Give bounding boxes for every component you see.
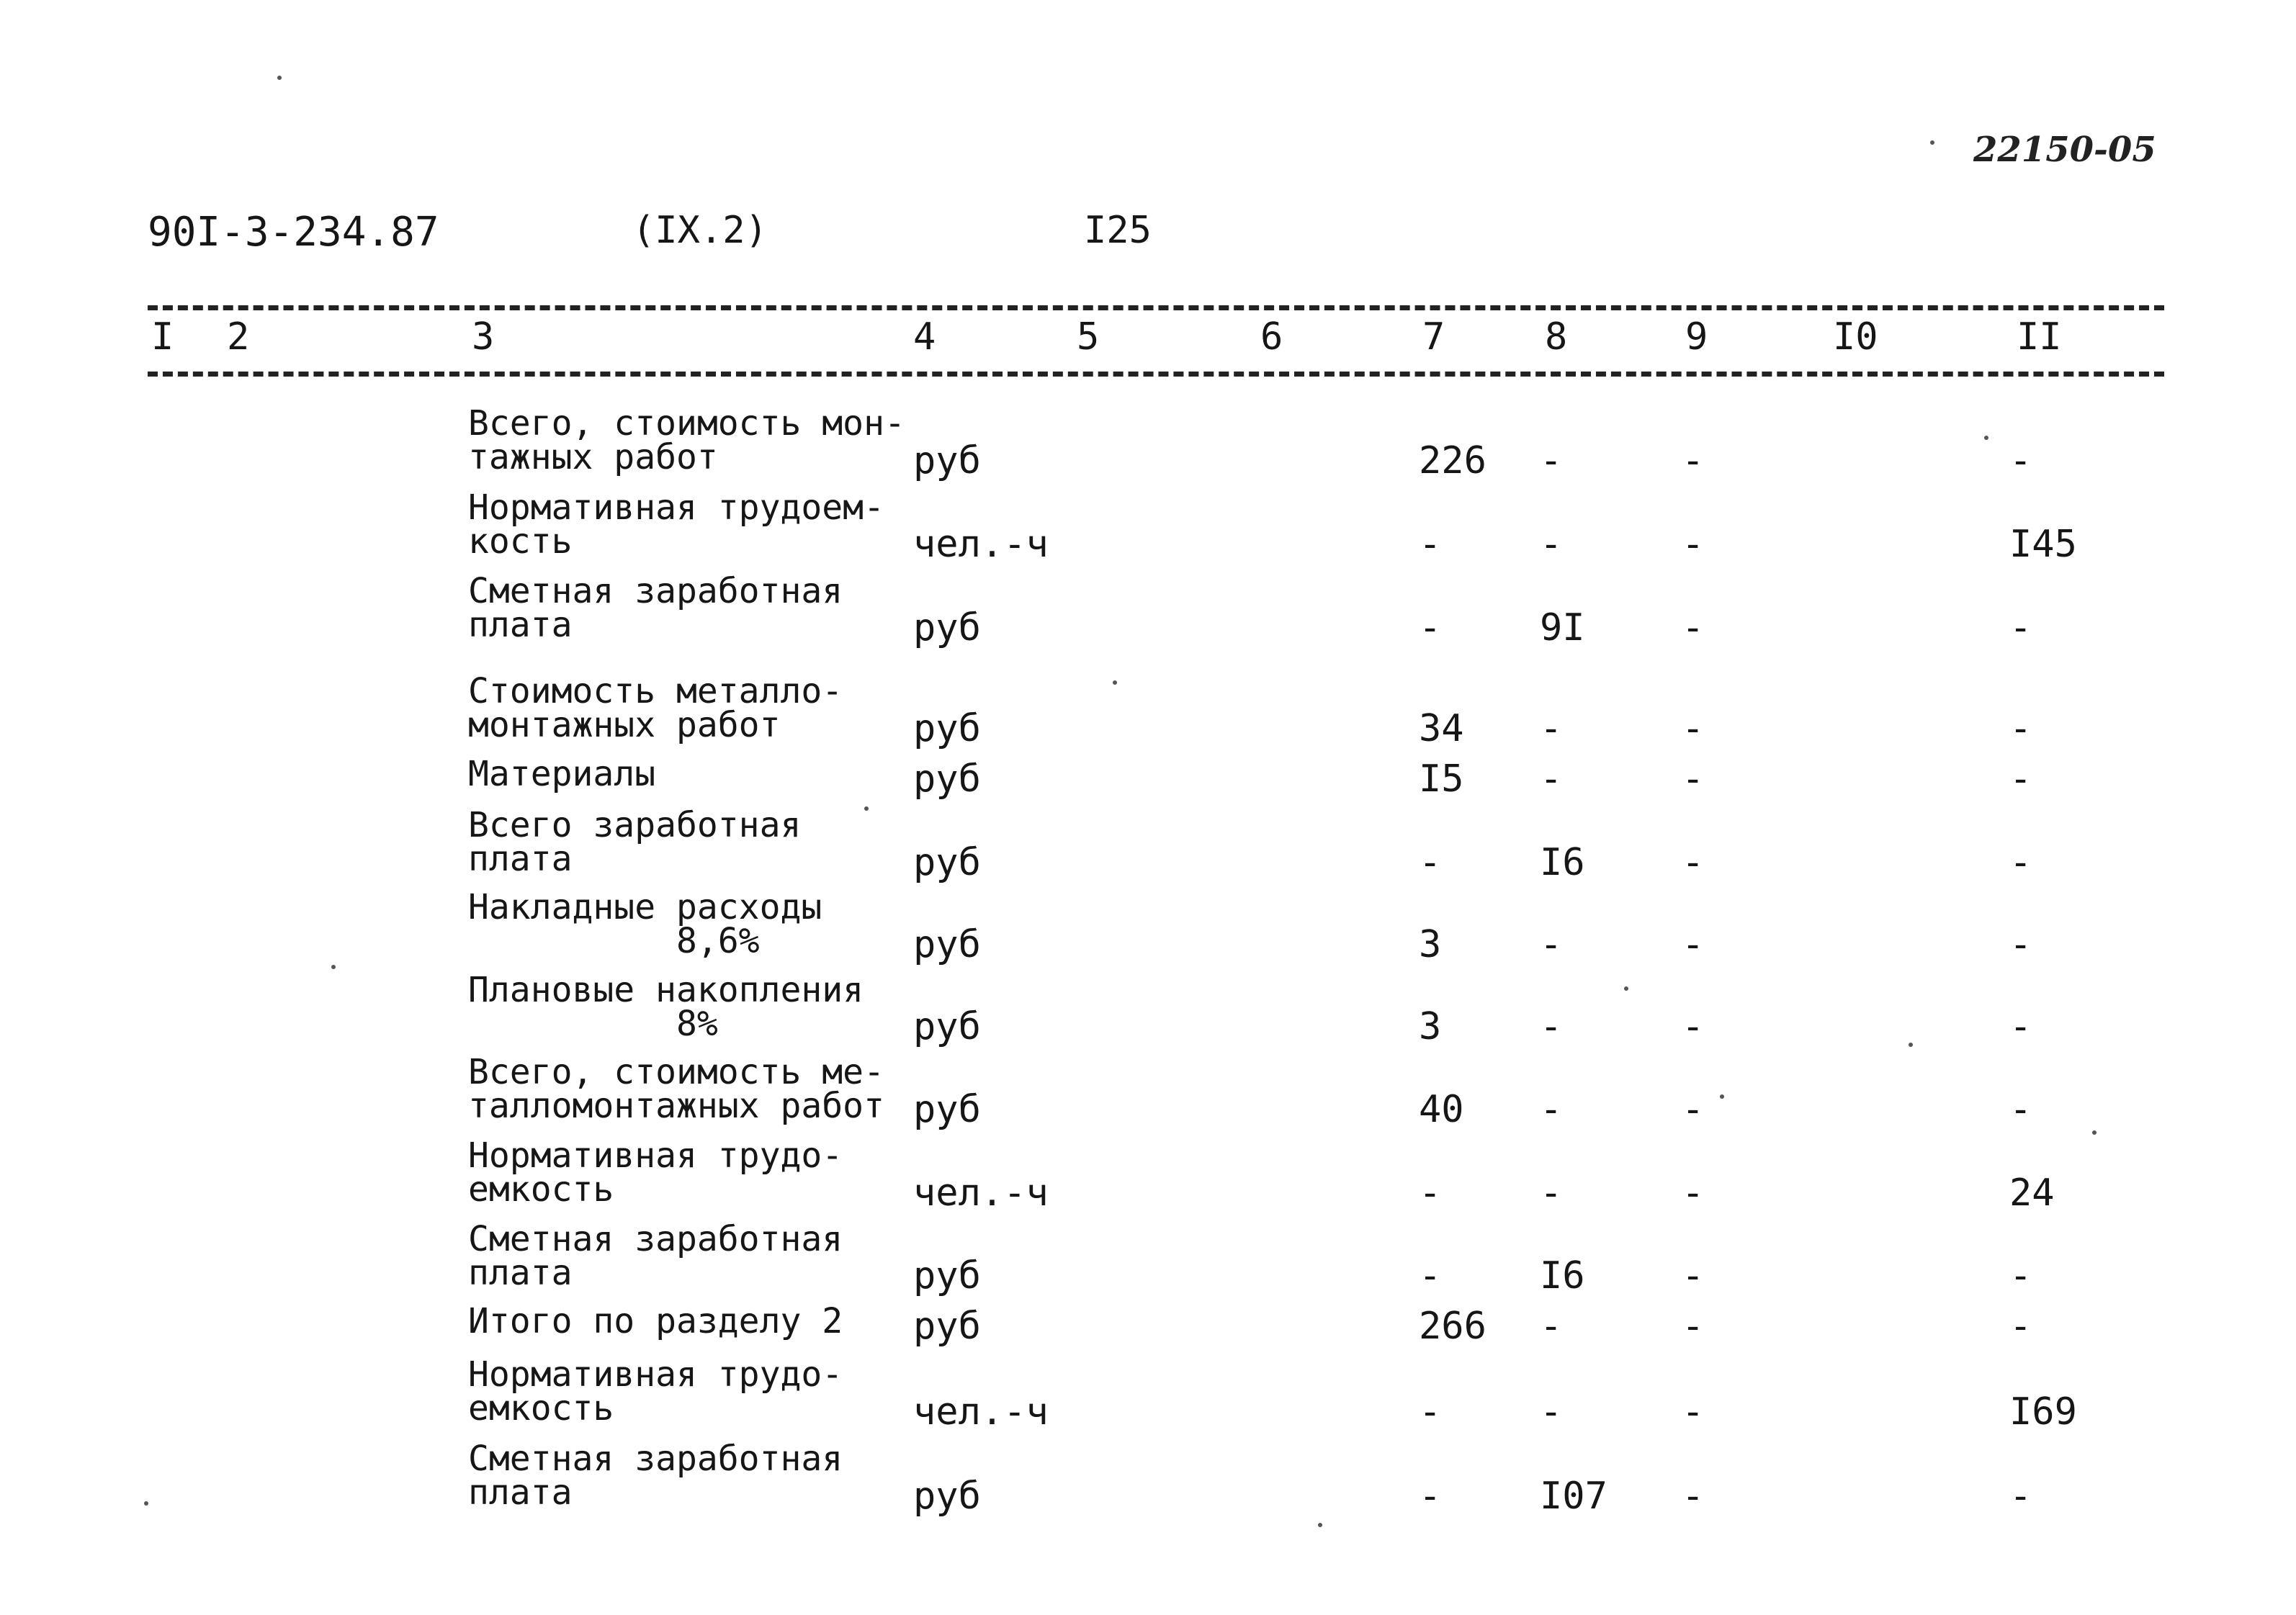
row-value-col9: -	[1682, 1005, 1705, 1048]
row-value-col8: -	[1540, 1305, 1563, 1348]
row-value-col7: 226	[1419, 439, 1486, 482]
row-label: Всего, стоимость ме- талломонтажных работ	[468, 1052, 884, 1126]
column-number-6: 6	[1260, 315, 1283, 359]
row-label: Итого по разделу 2	[468, 1301, 843, 1341]
row-unit: руб	[913, 757, 981, 801]
scan-speck	[2092, 1130, 2097, 1135]
scan-speck	[864, 806, 869, 811]
row-value-col11: -	[2009, 1475, 2032, 1518]
row-value-col7: -	[1419, 1475, 1442, 1518]
row-value-col9: -	[1682, 757, 1705, 801]
row-unit: руб	[913, 1005, 981, 1048]
row-value-col11: -	[2009, 923, 2032, 966]
scan-speck	[144, 1501, 148, 1506]
row-value-col7: -	[1419, 841, 1442, 884]
row-value-col8: -	[1540, 523, 1563, 566]
row-value-col8: 9I	[1540, 606, 1585, 649]
row-unit: руб	[913, 841, 981, 884]
row-value-col8: -	[1540, 1088, 1563, 1131]
row-value-col9: -	[1682, 523, 1705, 566]
row-value-col7: -	[1419, 1171, 1442, 1215]
row-label: Материалы	[468, 754, 656, 794]
row-value-col11: -	[2009, 606, 2032, 649]
column-number-7: 7	[1422, 315, 1445, 359]
row-unit: руб	[913, 1254, 981, 1297]
row-value-col8: I07	[1540, 1475, 1607, 1518]
row-unit: чел.-ч	[913, 1390, 1049, 1434]
document-code: 90I-3-234.87	[148, 209, 439, 256]
column-number-2: 2	[227, 315, 250, 359]
scan-speck	[277, 76, 282, 80]
row-label: Стоимость металло- монтажных работ	[468, 671, 843, 745]
column-number-10: I0	[1833, 315, 1878, 359]
row-unit: чел.-ч	[913, 523, 1049, 566]
row-value-col11: I45	[2009, 523, 2077, 566]
scan-speck	[1624, 986, 1628, 991]
row-value-col11: -	[2009, 707, 2032, 750]
row-unit: руб	[913, 606, 981, 649]
row-value-col11: -	[2009, 1005, 2032, 1048]
row-value-col9: -	[1682, 439, 1705, 482]
row-value-col11: -	[2009, 1254, 2032, 1297]
row-label: Нормативная трудо- емкость	[468, 1135, 843, 1210]
row-label: Нормативная трудоем- кость	[468, 487, 884, 562]
row-unit: руб	[913, 1305, 981, 1348]
row-value-col9: -	[1682, 1088, 1705, 1131]
page-number: I25	[1084, 209, 1152, 252]
scan-speck	[1984, 436, 1988, 440]
header-rule-top	[148, 305, 2164, 310]
row-value-col8: I6	[1540, 841, 1585, 884]
archive-number: 22150-05	[1973, 130, 2156, 170]
row-value-col9: -	[1682, 923, 1705, 966]
row-value-col8: -	[1540, 707, 1563, 750]
row-value-col7: 40	[1419, 1088, 1464, 1131]
row-value-col7: 34	[1419, 707, 1464, 750]
row-value-col9: -	[1682, 1171, 1705, 1215]
column-number-11: II	[2017, 315, 2062, 359]
row-label: Сметная заработная плата	[468, 1439, 843, 1513]
row-unit: руб	[913, 439, 981, 482]
row-value-col7: -	[1419, 1254, 1442, 1297]
section-code: (IX.2)	[632, 209, 768, 252]
scan-speck	[1720, 1094, 1724, 1099]
row-value-col8: -	[1540, 757, 1563, 801]
row-value-col8: -	[1540, 1005, 1563, 1048]
column-number-1: I	[151, 315, 174, 359]
column-number-3: 3	[472, 315, 495, 359]
row-unit: руб	[913, 707, 981, 750]
row-value-col9: -	[1682, 707, 1705, 750]
row-value-col8: -	[1540, 1171, 1563, 1215]
row-value-col11: 24	[2009, 1171, 2055, 1215]
row-value-col11: -	[2009, 841, 2032, 884]
row-value-col11: I69	[2009, 1390, 2077, 1434]
row-label: Плановые накопления 8%	[468, 970, 864, 1044]
row-label: Всего заработная плата	[468, 805, 802, 879]
row-value-col9: -	[1682, 841, 1705, 884]
scan-speck	[1909, 1043, 1913, 1047]
row-unit: чел.-ч	[913, 1171, 1049, 1215]
column-number-5: 5	[1077, 315, 1100, 359]
scan-speck	[331, 965, 336, 969]
scan-speck	[1113, 680, 1117, 685]
row-value-col11: -	[2009, 757, 2032, 801]
header-rule-bottom	[148, 372, 2164, 377]
row-value-col7: I5	[1419, 757, 1464, 801]
row-label: Накладные расходы 8,6%	[468, 887, 822, 961]
row-value-col9: -	[1682, 606, 1705, 649]
row-value-col9: -	[1682, 1390, 1705, 1434]
row-value-col8: -	[1540, 923, 1563, 966]
scan-speck	[1318, 1523, 1322, 1527]
row-value-col9: -	[1682, 1475, 1705, 1518]
row-value-col7: -	[1419, 606, 1442, 649]
column-number-8: 8	[1545, 315, 1568, 359]
row-value-col7: -	[1419, 523, 1442, 566]
row-value-col8: -	[1540, 1390, 1563, 1434]
row-value-col11: -	[2009, 1305, 2032, 1348]
row-unit: руб	[913, 1088, 981, 1131]
scan-speck	[1930, 140, 1934, 145]
row-value-col7: 266	[1419, 1305, 1486, 1348]
row-label: Сметная заработная плата	[468, 571, 843, 645]
row-value-col9: -	[1682, 1254, 1705, 1297]
column-number-9: 9	[1685, 315, 1708, 359]
row-value-col7: -	[1419, 1390, 1442, 1434]
row-label: Всего, стоимость мон- тажных работ	[468, 403, 905, 477]
row-value-col11: -	[2009, 439, 2032, 482]
row-value-col7: 3	[1419, 1005, 1442, 1048]
row-unit: руб	[913, 923, 981, 966]
row-value-col7: 3	[1419, 923, 1442, 966]
row-value-col8: I6	[1540, 1254, 1585, 1297]
row-label: Сметная заработная плата	[468, 1219, 843, 1293]
row-value-col9: -	[1682, 1305, 1705, 1348]
row-unit: руб	[913, 1475, 981, 1518]
row-value-col8: -	[1540, 439, 1563, 482]
row-label: Нормативная трудо- емкость	[468, 1354, 843, 1429]
row-value-col11: -	[2009, 1088, 2032, 1131]
column-number-4: 4	[913, 315, 936, 359]
